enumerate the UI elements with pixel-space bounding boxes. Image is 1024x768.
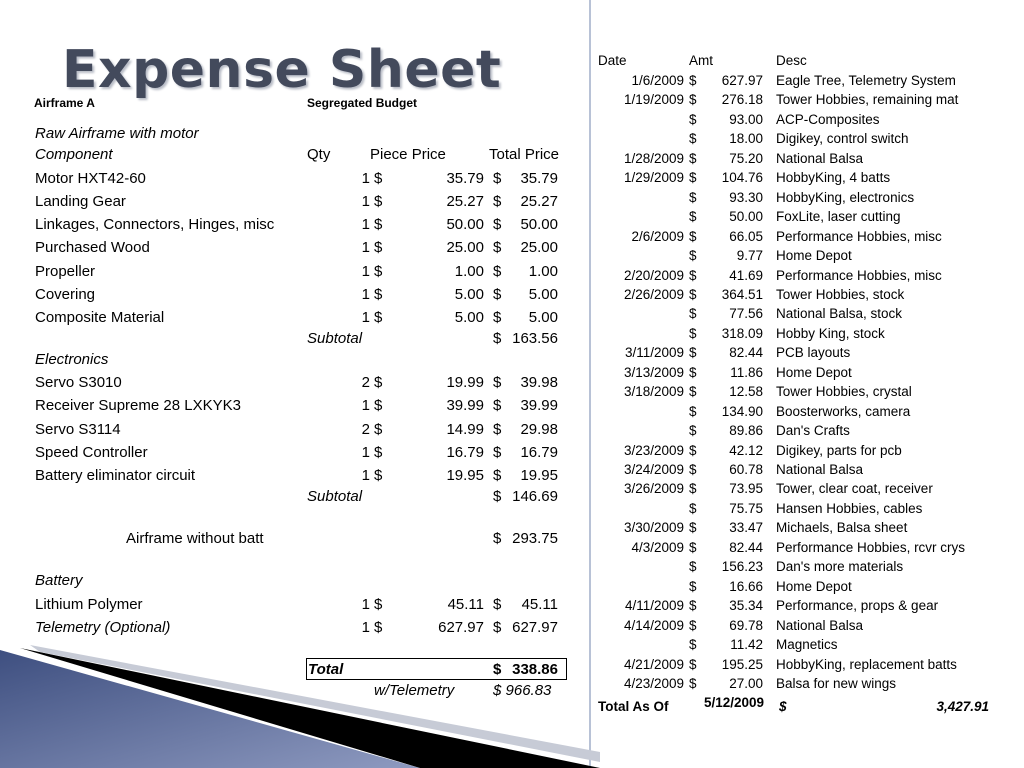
expense-desc: Performance Hobbies, misc [776,268,942,283]
item-piece-price: 14.99 [446,421,484,438]
currency-symbol: $ [374,216,383,233]
expense-date: 4/21/2009 [623,657,684,672]
expense-desc: Tower, clear coat, receiver [776,481,933,496]
item-name: Covering [35,286,96,303]
expense-desc: Dan's more materials [776,559,904,574]
item-name: Telemetry (Optional) [35,619,171,636]
currency-symbol: $ [689,345,697,360]
currency-symbol: $ [493,193,502,210]
currency-symbol: $ [374,619,383,636]
expense-desc: Tower Hobbies, remaining mat [776,92,959,107]
col-date: Date [598,53,627,68]
currency-symbol: $ [493,397,502,414]
currency-symbol: $ [689,365,697,380]
currency-symbol: $ [689,306,697,321]
col-total-price: Total Price [489,146,560,163]
expense-amount: 75.75 [729,501,763,516]
item-piece-price: 25.00 [446,239,484,256]
expense-amount: 73.95 [729,481,763,496]
item-qty: 1 [361,286,370,303]
item-piece-price: 50.00 [446,216,484,233]
expense-amount: 104.76 [721,170,763,185]
expense-date: 1/29/2009 [623,170,684,185]
currency-symbol: $ [493,263,502,280]
currency-symbol: $ [689,559,697,574]
item-piece-price: 5.00 [454,309,484,326]
currency-symbol: $ [374,263,383,280]
expense-desc: Hansen Hobbies, cables [776,501,923,516]
item-piece-price: 627.97 [438,619,484,636]
item-qty: 1 [361,619,370,636]
expense-amount: 364.51 [721,287,763,302]
subtotal-label: Subtotal [307,330,363,347]
expense-amount: 12.58 [729,384,763,399]
expense-desc: Balsa for new wings [776,676,897,691]
col-piece-price: Piece Price [370,146,446,163]
expense-date: 3/26/2009 [623,481,684,496]
item-piece-price: 16.79 [446,444,484,461]
item-total-price: 19.95 [520,467,558,484]
col-qty: Qty [307,146,331,163]
elec-subtotal: 146.69 [512,488,558,505]
item-qty: 1 [361,263,370,280]
currency-symbol: $ [493,467,502,484]
currency-symbol: $ [689,598,697,613]
total-as-of-label: Total As Of [598,699,669,714]
expense-desc: FoxLite, laser cutting [776,209,901,224]
currency-symbol: $ [374,397,383,414]
currency-symbol: $ [374,239,383,256]
telemetry-label: w/Telemetry [374,682,455,699]
expense-amount: 627.97 [721,73,763,88]
expense-desc: Performance, props & gear [776,598,939,613]
item-total-price: 45.11 [521,596,558,613]
expense-amount: 93.00 [729,112,763,127]
expense-desc: Home Depot [776,365,852,380]
expense-desc: Hobby King, stock [776,326,885,341]
expense-desc: PCB layouts [776,345,851,360]
item-total-price: 50.00 [520,216,558,233]
item-qty: 2 [361,374,370,391]
currency-symbol: $ [374,193,383,210]
decorative-swoosh [0,640,600,768]
expense-date: 3/24/2009 [623,462,684,477]
expense-desc: HobbyKing, replacement batts [776,657,957,672]
expense-date: 1/28/2009 [623,151,684,166]
item-qty: 1 [361,444,370,461]
currency-symbol: $ [689,209,697,224]
currency-symbol: $ [689,384,697,399]
currency-symbol: $ [493,421,502,438]
currency-symbol: $ [689,579,697,594]
currency-symbol: $ [493,596,502,613]
currency-symbol: $ [689,676,697,691]
currency-symbol: $ [689,520,697,535]
item-name: Motor HXT42-60 [35,170,146,187]
item-total-price: 1.00 [528,263,558,280]
expense-amount: 35.34 [729,598,763,613]
expense-amount: 60.78 [729,462,763,477]
currency-symbol: $ [689,112,697,127]
expense-desc: National Balsa, stock [776,306,903,321]
expense-date: 3/13/2009 [623,365,684,380]
expense-amount: 75.20 [729,151,763,166]
item-piece-price: 45.11 [447,596,484,613]
item-qty: 1 [361,596,370,613]
item-name: Receiver Supreme 28 LXKYK3 [35,397,241,414]
currency-symbol: $ [374,421,383,438]
expense-amount: 93.30 [729,190,763,205]
expense-desc: Eagle Tree, Telemetry System [776,73,956,88]
currency-symbol: $ [374,309,383,326]
section-electronics: Electronics [35,351,109,368]
expense-amount: 18.00 [729,131,763,146]
col-component: Component [35,146,113,163]
expense-desc: Boosterworks, camera [776,404,911,419]
item-qty: 2 [361,421,370,438]
item-total-price: 35.79 [520,170,558,187]
item-piece-price: 25.27 [446,193,484,210]
expense-desc: HobbyKing, 4 batts [776,170,891,185]
expense-amount: 41.69 [729,268,763,283]
expense-date: 4/3/2009 [631,540,684,555]
currency-symbol: $ [493,330,502,347]
expense-amount: 69.78 [729,618,763,633]
total-as-of-value: 3,427.91 [936,699,989,714]
item-qty: 1 [361,170,370,187]
item-total-price: 25.27 [520,193,558,210]
item-total-price: 16.79 [520,444,558,461]
item-piece-price: 39.99 [446,397,484,414]
budget-label: Segregated Budget [307,96,418,110]
airframe-without-batt-label: Airframe without batt [126,530,264,547]
expense-amount: 27.00 [729,676,763,691]
expense-date: 3/11/2009 [624,345,684,360]
currency-symbol: $ [689,462,697,477]
item-name: Composite Material [35,309,165,326]
expense-amount: 89.86 [729,423,763,438]
expense-desc: Digikey, parts for pcb [776,443,902,458]
currency-symbol: $ [493,619,502,636]
item-piece-price: 5.00 [454,286,484,303]
expense-amount: 11.42 [730,637,763,652]
currency-symbol: $ [689,287,697,302]
currency-symbol: $ [493,444,502,461]
currency-symbol: $ [779,699,787,714]
item-name: Purchased Wood [35,239,150,256]
currency-symbol: $ [689,404,697,419]
expense-desc: HobbyKing, electronics [776,190,915,205]
currency-symbol: $ [689,443,697,458]
item-piece-price: 1.00 [454,263,484,280]
expense-amount: 134.90 [721,404,763,419]
currency-symbol: $ [374,374,383,391]
currency-symbol: $ [689,151,697,166]
currency-symbol: $ [689,326,697,341]
item-name: Landing Gear [35,193,126,210]
airframe-without-batt-value: 293.75 [512,530,558,547]
expense-desc: Digikey, control switch [776,131,909,146]
currency-symbol: $ [689,170,697,185]
expense-date: 4/23/2009 [623,676,684,691]
expense-desc: National Balsa [776,462,864,477]
total-value: 338.86 [512,661,558,678]
expense-date: 4/14/2009 [623,618,684,633]
page-title: Expense Sheet [62,40,502,100]
expense-date: 2/6/2009 [631,229,684,244]
item-total-price: 5.00 [528,309,558,326]
expense-amount: 318.09 [721,326,763,341]
expense-date: 1/6/2009 [631,73,684,88]
currency-symbol: $ [374,467,383,484]
col-amt: Amt [689,53,714,68]
currency-symbol: $ [689,501,697,516]
expense-date: 2/26/2009 [623,287,684,302]
item-piece-price: 35.79 [446,170,484,187]
expense-desc: Home Depot [776,579,852,594]
expense-date: 3/18/2009 [623,384,684,399]
total-label: Total [308,661,344,678]
currency-symbol: $ [689,190,697,205]
currency-symbol: $ [493,170,502,187]
expense-desc: Dan's Crafts [776,423,850,438]
item-piece-price: 19.99 [446,374,484,391]
currency-symbol: $ [689,540,697,555]
currency-symbol: $ [689,92,697,107]
total-as-of-date: 5/12/2009 [704,695,765,710]
expense-desc: National Balsa [776,151,864,166]
currency-symbol: $ [689,73,697,88]
item-total-price: 627.97 [512,619,558,636]
currency-symbol: $ [689,637,697,652]
expense-desc: Michaels, Balsa sheet [776,520,908,535]
expense-date: 4/11/2009 [624,598,684,613]
item-name: Servo S3114 [35,421,121,438]
expense-amount: 276.18 [721,92,763,107]
expense-amount: 66.05 [729,229,763,244]
currency-symbol: $ [374,596,383,613]
item-qty: 1 [361,239,370,256]
expense-amount: 11.86 [730,365,763,380]
expense-amount: 16.66 [729,579,763,594]
currency-symbol: $ [493,374,502,391]
expense-amount: 33.47 [729,520,763,535]
item-total-price: 29.98 [520,421,558,438]
expense-desc: Performance Hobbies, misc [776,229,942,244]
expense-date: 2/20/2009 [623,268,684,283]
raw-subtotal: 163.56 [512,330,558,347]
section-raw-airframe: Raw Airframe with motor [35,125,199,142]
currency-symbol: $ [493,661,502,678]
expense-desc: Tower Hobbies, stock [776,287,905,302]
currency-symbol: $ [374,286,383,303]
currency-symbol: $ [493,216,502,233]
item-total-price: 25.00 [520,239,558,256]
telemetry-value: $ 966.83 [493,682,552,699]
subtotal-label: Subtotal [307,488,363,505]
currency-symbol: $ [374,170,383,187]
currency-symbol: $ [689,657,697,672]
currency-symbol: $ [689,618,697,633]
col-desc: Desc [776,53,807,68]
currency-symbol: $ [689,248,697,263]
currency-symbol: $ [689,423,697,438]
currency-symbol: $ [689,268,697,283]
expense-amount: 50.00 [729,209,763,224]
item-name: Speed Controller [35,444,148,461]
item-total-price: 39.99 [520,397,558,414]
item-name: Lithium Polymer [35,596,143,613]
item-qty: 1 [361,397,370,414]
expense-amount: 195.25 [721,657,763,672]
airframe-label: Airframe A [34,96,95,110]
expense-date: 3/23/2009 [623,443,684,458]
item-name: Battery eliminator circuit [35,467,196,484]
section-battery: Battery [35,572,83,589]
expense-amount: 42.12 [729,443,763,458]
expense-date: 3/30/2009 [623,520,684,535]
item-name: Propeller [35,263,96,280]
expense-desc: Tower Hobbies, crystal [776,384,912,399]
expense-amount: 77.56 [729,306,763,321]
item-qty: 1 [361,216,370,233]
expense-amount: 9.77 [736,248,763,263]
expense-desc: National Balsa [776,618,864,633]
expense-desc: Magnetics [776,637,838,652]
currency-symbol: $ [493,309,502,326]
expense-amount: 156.23 [721,559,763,574]
currency-symbol: $ [689,481,697,496]
currency-symbol: $ [493,530,502,547]
currency-symbol: $ [689,131,697,146]
expense-desc: Home Depot [776,248,852,263]
item-name: Servo S3010 [35,374,122,391]
currency-symbol: $ [493,239,502,256]
item-qty: 1 [361,193,370,210]
expense-desc: Performance Hobbies, rcvr crys [776,540,966,555]
expense-date: 1/19/2009 [623,92,684,107]
currency-symbol: $ [374,444,383,461]
expense-amount: 82.44 [729,540,763,555]
item-piece-price: 19.95 [446,467,484,484]
item-total-price: 5.00 [528,286,558,303]
item-qty: 1 [361,309,370,326]
expense-desc: ACP-Composites [776,112,880,127]
currency-symbol: $ [689,229,697,244]
currency-symbol: $ [493,286,502,303]
item-total-price: 39.98 [520,374,558,391]
expense-amount: 82.44 [729,345,763,360]
item-qty: 1 [361,467,370,484]
currency-symbol: $ [493,488,502,505]
item-name: Linkages, Connectors, Hinges, misc [35,216,275,233]
